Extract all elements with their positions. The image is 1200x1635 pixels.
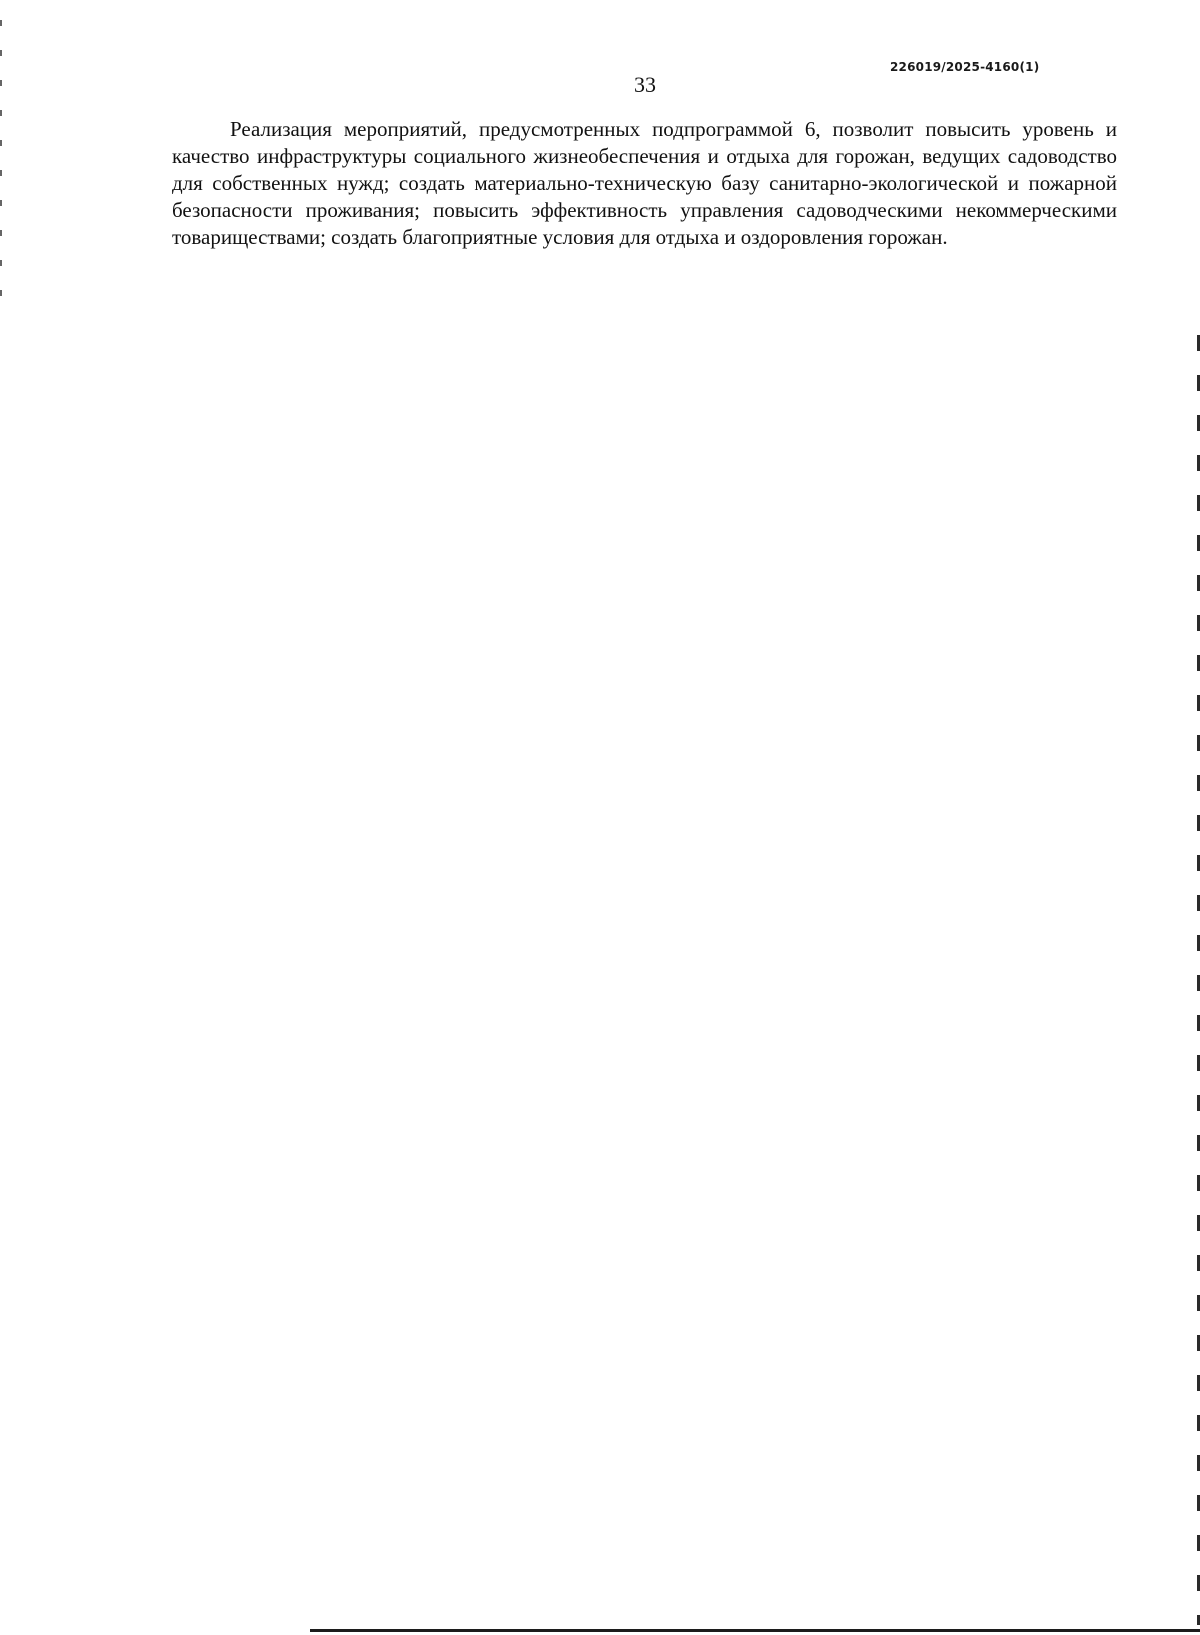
scan-left-edge-artifact <box>0 20 2 320</box>
scan-bottom-edge-artifact <box>310 1629 1200 1632</box>
page-number: 33 <box>634 72 656 97</box>
document-registration-number: 226019/2025-4160(1) <box>890 60 1040 74</box>
body-paragraph: Реализация мероприятий, предусмотренных подпрограммой 6, позволит повысить уровень и качество инфраструктуры социального жизнеобеспечения и отдыха для горожан, ведущих садоводство для собственных нужд; создать материально-техническую базу санитарно-экологической и пожарной безопасности проживания; повысить эффективность управления садоводческими некоммерческими товариществами; создать благоприятные условия для отдыха и оздоровления горожан. <box>172 117 1117 249</box>
